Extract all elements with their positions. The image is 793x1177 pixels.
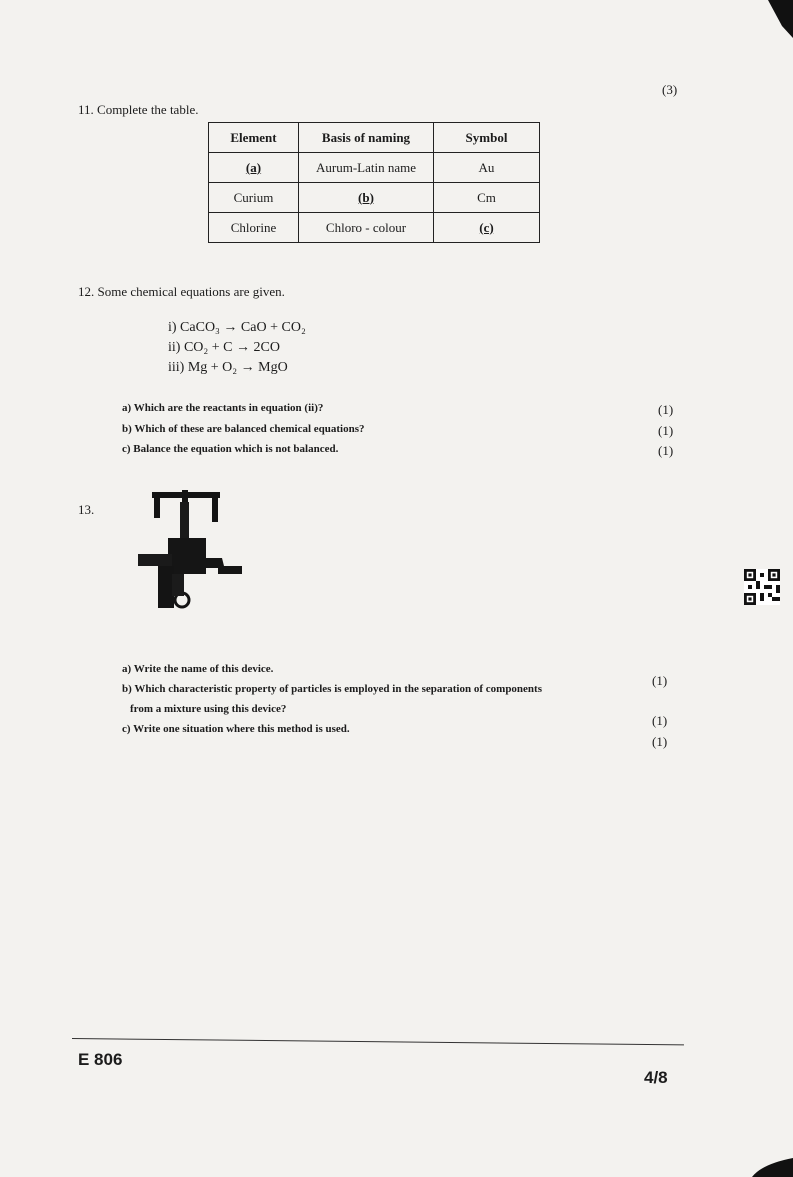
table-header-row xyxy=(209,123,540,153)
q13-b: b) Which characteristic property of particles is employed in the separation of components xyxy=(122,683,542,695)
q12-title: 12. Some chemical equations are given. xyxy=(78,284,285,299)
paper-code: E 806 xyxy=(78,1050,123,1069)
header-symbol: Symbol xyxy=(434,123,540,153)
q12-c-marks: (1) xyxy=(658,443,674,458)
q11-title: 11. Complete the table. xyxy=(78,102,199,117)
table-cell: Curium xyxy=(209,183,299,213)
q13-c-marks: (1) xyxy=(652,734,668,749)
centrifuge-device-icon xyxy=(128,488,246,614)
cell-blank-a: (a) xyxy=(209,153,299,183)
q12-b-marks: (1) xyxy=(658,423,674,438)
equation-3: iii) Mg + O₂ → MgO xyxy=(168,360,288,375)
qr-code-icon xyxy=(744,569,780,605)
scan-corner-top xyxy=(760,0,793,40)
element-table xyxy=(208,122,540,243)
table-row xyxy=(209,213,540,243)
footer-divider xyxy=(72,1038,684,1045)
q13-a-marks: (1) xyxy=(652,673,668,688)
q12-c: c) Balance the equation which is not balanced. xyxy=(122,443,339,455)
q13-c: c) Write one situation where this method is used. xyxy=(122,723,350,735)
q13-a: a) Write the name of this device. xyxy=(122,663,274,675)
q13-b-marks: (1) xyxy=(652,713,668,728)
table-cell: Chlorine xyxy=(209,213,299,243)
equation-1: i) CaCO₃ → CaO + CO₂ xyxy=(168,320,306,335)
table-cell: Chloro - colour xyxy=(299,213,434,243)
header-element: Element xyxy=(209,123,299,153)
q13-number: 13. xyxy=(78,502,95,517)
table-row xyxy=(209,183,540,213)
table-cell: Au xyxy=(434,153,540,183)
q12-a-marks: (1) xyxy=(658,402,674,417)
q12-a: a) Which are the reactants in equation (ii)? xyxy=(122,402,324,414)
header-basis-of-naming: Basis of naming xyxy=(299,123,434,153)
q13-b-cont: from a mixture using this device? xyxy=(130,703,287,715)
page-number: 4/8 xyxy=(644,1068,668,1087)
q12-b: b) Which of these are balanced chemical equations? xyxy=(122,423,365,435)
table-cell: Cm xyxy=(434,183,540,213)
cell-blank-c: (c) xyxy=(434,213,540,243)
cell-blank-b: (b) xyxy=(299,183,434,213)
table-row xyxy=(209,153,540,183)
q11-marks: (3) xyxy=(662,82,678,97)
table-cell: Aurum-Latin name xyxy=(299,153,434,183)
equation-2: ii) CO₂ + C → 2CO xyxy=(168,340,280,355)
scan-corner-bottom xyxy=(752,1148,793,1177)
